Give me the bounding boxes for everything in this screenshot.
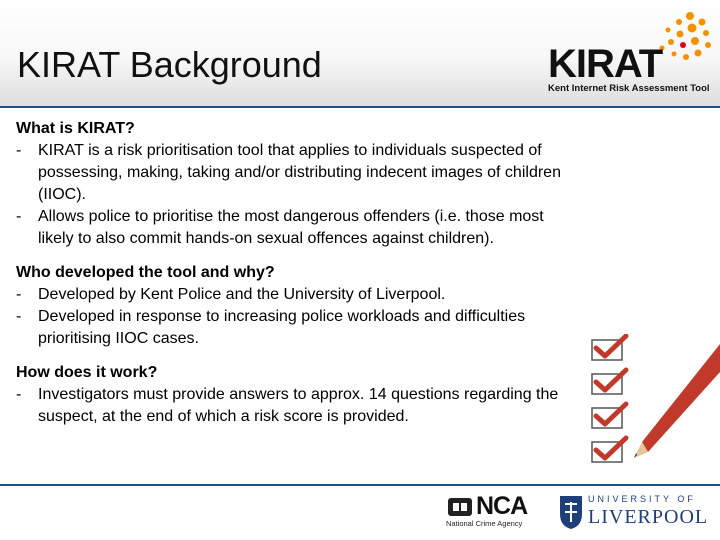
slide-title: KIRAT Background [17, 44, 322, 85]
bullet-text: Allows police to prioritise the most dangerous offenders (i.e. those most likely to also commit hands-on sexual offences against children). [38, 208, 544, 247]
kirat-wordmark: KIRAT [548, 42, 663, 86]
bullet-item [16, 306, 576, 350]
bullet-item [16, 284, 576, 306]
kirat-logo [540, 8, 715, 100]
section-heading: What is KIRAT? [16, 120, 135, 137]
bullet-text: Developed in response to increasing police workloads and difficulties prioritising IIOC cases. [38, 308, 526, 347]
kirat-tagline: Kent Internet Risk Assessment Tool [548, 83, 710, 94]
bullet-text: KIRAT is a risk prioritisation tool that applies to individuals suspected of possessing, making, taking and/or distributing indecent images of children (IIOC). [38, 142, 561, 203]
checklist-pencil-icon [570, 334, 720, 474]
bullet-marker: - [16, 142, 22, 159]
bullet-text: Investigators must provide answers to approx. 14 questions regarding the suspect, at the end of which a risk score is provided. [38, 386, 559, 425]
bullet-item [16, 384, 576, 428]
body-content [16, 118, 576, 440]
nca-fullname: National Crime Agency [446, 519, 523, 528]
section-heading: How does it work? [16, 364, 158, 381]
crest-icon [446, 494, 474, 520]
liverpool-top-text: UNIVERSITY OF [588, 494, 696, 504]
footer-divider [0, 484, 720, 486]
bullet-marker: - [16, 208, 22, 225]
liverpool-main-text: LIVERPOOL [588, 506, 709, 528]
title-divider [0, 106, 720, 108]
shield-icon [558, 494, 584, 530]
bullet-marker: - [16, 286, 22, 303]
liverpool-logo [558, 492, 709, 532]
section-heading: Who developed the tool and why? [16, 264, 275, 281]
nca-wordmark: NCA [476, 492, 528, 520]
section-how [16, 362, 576, 428]
nca-logo [446, 490, 546, 530]
section-who [16, 262, 576, 350]
bullet-marker: - [16, 308, 22, 325]
section-what [16, 118, 576, 250]
bullet-item [16, 206, 576, 250]
bullet-marker: - [16, 386, 22, 403]
bullet-item [16, 140, 576, 206]
bullet-text: Developed by Kent Police and the University of Liverpool. [38, 286, 446, 303]
